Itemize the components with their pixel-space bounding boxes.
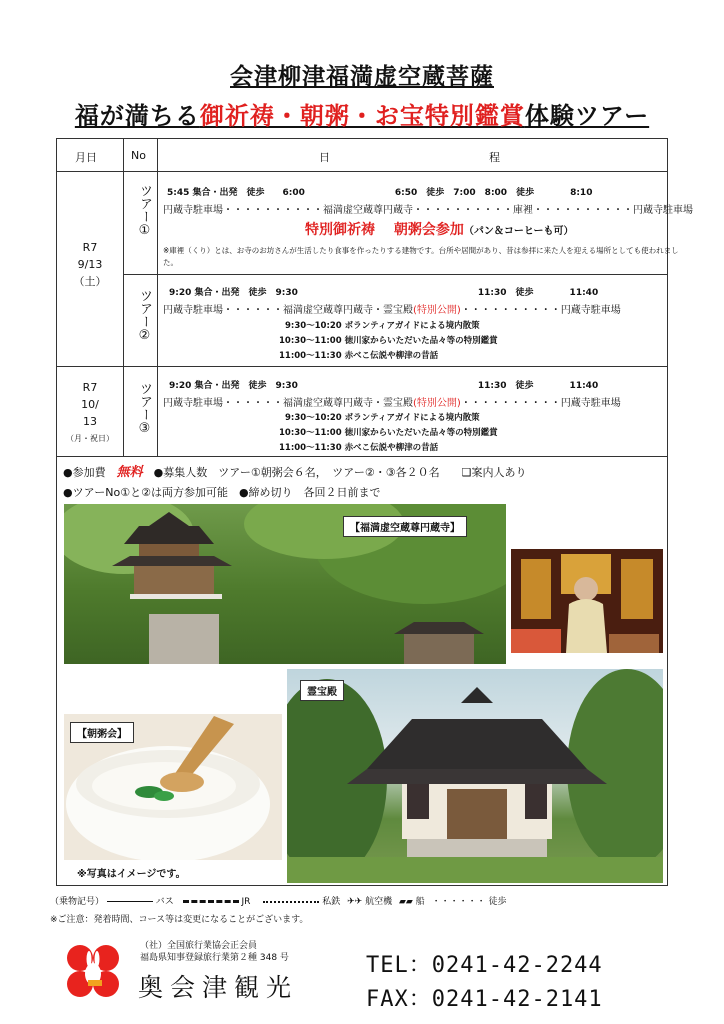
- hall-photo-label: 霊宝殿: [300, 680, 344, 701]
- schedule-line: 11:00～11:30 赤べこ伝説や柳津の昔話: [279, 351, 439, 361]
- tour-2-label: ツアー②: [137, 289, 152, 343]
- info-line-1: [63, 461, 527, 480]
- tour-1-route: 円蔵寺駐車場・・・・・・・・・・福満虚空蔵尊円蔵寺・・・・・・・・・・庫裡・・・・・・・・・・円蔵寺駐車場: [163, 205, 693, 216]
- tour-2-route: [163, 301, 621, 316]
- hall-illustration: [287, 669, 663, 883]
- date-cell-2: [58, 379, 122, 447]
- special-open-badge: (特別公開): [413, 305, 461, 316]
- porridge-event: 朝粥会参加: [393, 222, 464, 238]
- tour-1-highlight: [305, 219, 573, 239]
- subtitle-part-b: 体験ツアー: [524, 102, 650, 130]
- fee-value: 無料: [116, 465, 143, 480]
- subtitle-highlight: 御祈祷・朝粥・お宝特別鑑賞: [199, 102, 525, 130]
- tour-2-times: 9:20 集合・出発 徒歩 9:30 11:30 徒歩 11:40: [169, 288, 599, 298]
- kuri-note: ※庫裡（くり）とは、お寺のお坊さんが生活したり食事を作ったりする建物です。台所や居間があり、昔は参拝に来た人を迎える場所としても使われました。: [163, 246, 679, 267]
- tour-1-times: 5:45 集合・出発 徒歩 6:00 6:50 徒歩 7:00 8:00 徒歩 8:10: [167, 188, 593, 198]
- route-part: ・・・・・・・・・・円蔵寺駐車場: [460, 398, 621, 409]
- tel-number: TEL：0241-42-2244: [366, 953, 603, 978]
- row-divider: [57, 366, 667, 367]
- altar-illustration: [511, 549, 663, 653]
- ship-icon: ▰▰: [398, 897, 413, 907]
- guide-note: ❑案内人あり: [461, 466, 527, 479]
- route-part: 円蔵寺駐車場・・・・・・福満虚空蔵尊円蔵寺・霊宝殿: [163, 398, 413, 409]
- legend-plane: 航空機: [365, 897, 393, 907]
- col-divider: [123, 139, 124, 456]
- route-part: ・・・・・・・・・・円蔵寺駐車場: [460, 305, 621, 316]
- tour-divider: [123, 274, 667, 275]
- itinerary-frame: [56, 138, 693, 886]
- tour-3-label: ツアー③: [137, 382, 152, 436]
- date-year: R7: [82, 381, 98, 394]
- legend-ship: 船: [415, 897, 425, 907]
- page-title: 会津柳津福満虚空蔵菩薩: [230, 64, 494, 90]
- date-year: R7: [82, 241, 98, 254]
- col-divider: [157, 139, 158, 456]
- walk-line-icon: ・・・・・・: [431, 897, 486, 907]
- caution-note: ※ご注意：発着時間、コース等は変更になることがございます。: [50, 915, 309, 925]
- tour-3-times: 9:20 集合・出発 徒歩 9:30 11:30 徒歩 11:40: [169, 381, 599, 391]
- special-prayer: 特別御祈祷: [305, 222, 375, 238]
- date-month: 10/: [81, 398, 99, 411]
- fax-number: FAX：0241-42-2141: [366, 987, 603, 1012]
- info-line-2: ●ツアーNo①と②は両方参加可能 ●締め切り 各回２日前まで: [63, 486, 381, 499]
- registration: 福島県知事登録旅行業第２種 348 号: [140, 953, 289, 963]
- legend-prefix: （乗物記号）: [50, 897, 105, 907]
- plane-icon: ✈✈: [347, 897, 363, 907]
- subtitle-part-a: 福が満ちる: [74, 102, 200, 130]
- header-divider: [57, 171, 667, 172]
- legend-private: 私鉄: [322, 897, 341, 907]
- company-logo: [66, 944, 120, 998]
- date-weekday: （土）: [73, 275, 107, 288]
- header-date: 月日: [75, 151, 97, 164]
- bus-line-icon: [107, 901, 153, 902]
- header-tei: 程: [489, 151, 500, 164]
- fee-label: ●参加費: [63, 466, 106, 479]
- schedule-line: 10:30～11:00 徳川家からいただいた品々等の特別鑑賞: [279, 336, 498, 346]
- rabbit-logo-icon: [66, 944, 120, 998]
- route-part: 円蔵寺駐車場・・・・・・福満虚空蔵尊円蔵寺・霊宝殿: [163, 305, 413, 316]
- schedule-line: 9:30～10:20 ボランティアガイドによる境内散策: [285, 321, 480, 331]
- assoc-member: （社）全国旅行業協会正会員: [140, 941, 258, 951]
- date-day: 9/13: [77, 258, 103, 271]
- temple-photo-label: 【福満虚空蔵尊円蔵寺】: [343, 516, 467, 537]
- special-open-badge: (特別公開): [413, 398, 461, 409]
- jr-line-icon: [183, 900, 239, 903]
- porridge-photo-label: 【朝粥会】: [70, 722, 134, 743]
- row-divider: [57, 456, 667, 457]
- photo-caption: ※写真はイメージです。: [77, 869, 186, 880]
- header-nichi: 日: [319, 151, 330, 164]
- date-cell-1: [58, 239, 122, 290]
- date-day: 13: [83, 415, 97, 428]
- monk-photo: [511, 549, 663, 653]
- private-rail-icon: [263, 901, 319, 903]
- legend-jr: JR: [241, 897, 251, 907]
- tour-1-label: ツアー①: [137, 184, 152, 238]
- transport-legend: [50, 894, 506, 907]
- legend-bus: バス: [155, 897, 174, 907]
- schedule-line: 9:30～10:20 ボランティアガイドによる境内散策: [285, 413, 480, 423]
- schedule-line: 11:00～11:30 赤べこ伝説や柳津の昔話: [279, 443, 439, 453]
- page-subtitle: [0, 96, 724, 131]
- header-no: No: [131, 149, 146, 162]
- hall-photo: [287, 669, 663, 883]
- schedule-line: 10:30～11:00 徳川家からいただいた品々等の特別鑑賞: [279, 428, 498, 438]
- legend-walk: 徒歩: [488, 897, 507, 907]
- bread-coffee-note: （パン＆コーヒーも可）: [463, 226, 574, 237]
- capacity: ●募集人数 ツアー①朝粥会６名， ツアー②・③各２０名: [153, 466, 440, 479]
- tour-3-route: [163, 394, 621, 409]
- date-weekday: （月・祝日）: [66, 434, 114, 443]
- company-name: 奥会津観光: [138, 973, 299, 1002]
